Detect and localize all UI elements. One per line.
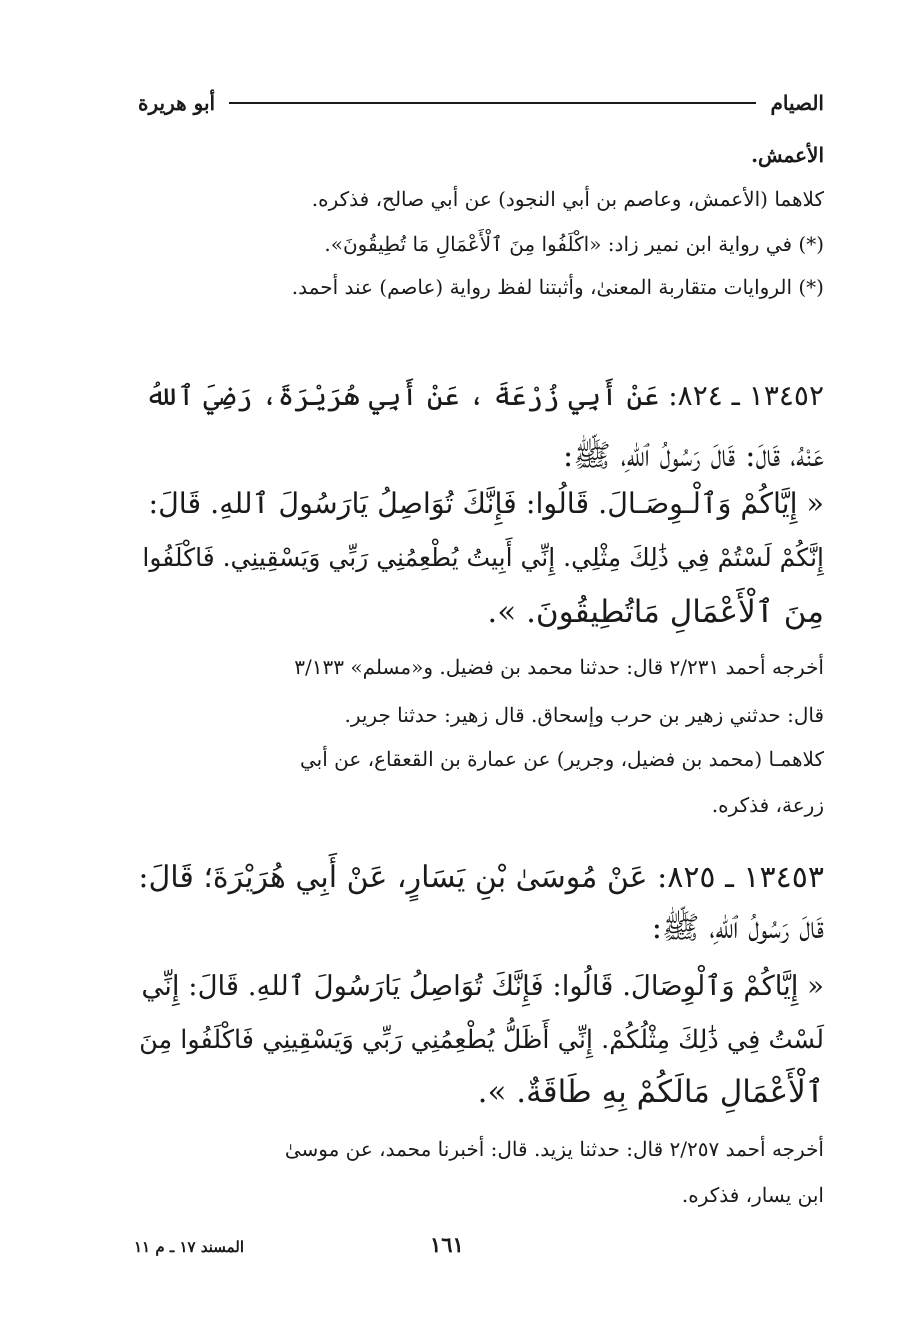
hadith-line: مِنَ ٱلْأَعْمَالِ مَاتُطِيقُونَ. ». — [487, 594, 824, 630]
note-line: (*) في رواية ابن نمير زاد: «اكْلَفُوا مِنَ ٱلْأَعْمَالِ مَا تُطِيقُونَ». — [324, 232, 824, 256]
note-line: الأعمش. — [751, 143, 824, 167]
source-line: أخرجه أحمد ٢/٢٥٧ قال: حدثنا يزيد. قال: أخبرنا محمد، عن موسىٰ — [284, 1137, 824, 1161]
page-number: ١٦١ — [430, 1232, 464, 1257]
header-chapter-title: الصيام — [770, 91, 824, 115]
source-line: زرعة، فذكره. — [711, 793, 824, 817]
source-line: أخرجه أحمد ٢/٢٣١ قال: حدثنا محمد بن فضيل. و«مسلم» ٣/١٣٣ — [294, 655, 824, 679]
hadith-line: « إِيَّاكُمْ وَٱلْـوِصَـالَ. قَالُوا: فَإِنَّكَ تُوَاصِلُ يَارَسُولَ ٱللهِ. قَالَ: — [148, 487, 824, 520]
source-line: ابن يسار، فذكره. — [681, 1183, 824, 1207]
hadith-line: عَنْهُ، قَالَ: قَالَ رَسُولُ ٱللهِ، ﷺ: — [562, 438, 824, 474]
hadith-line: لَسْتُ فِي ذَٰلِكَ مِثْلُكُمْ. إِنِّي أَظَلُّ يُطْعِمُنِي رَبِّي وَيَسْقِينِي فَاكْلَفُوا مِنَ — [139, 1025, 824, 1055]
hadith-line: ١٣٤٥٣ ـ ٨٢٥: عَنْ مُوسَىٰ بْنِ يَسَارٍ، عَنْ أَبِي هُرَيْرَةَ؛ قَالَ: — [138, 860, 824, 895]
hadith-line: ٱلْأَعْمَالِ مَالَكُمْ بِهِ طَاقَةٌ. ». — [477, 1074, 824, 1110]
hadith-line: قَالَ رَسُولُ ٱللهِ، ﷺ: — [651, 910, 824, 946]
header-narrator-title: أبو هريرة — [138, 91, 216, 115]
running-header — [138, 88, 824, 118]
source-line: كلاهمـا (محمد بن فضيل، وجرير) عن عمارة بن القعقاع، عن أبي — [299, 747, 824, 771]
source-line: قال: حدثني زهير بن حرب وإسحاق. قال زهير: حدثنا جرير. — [344, 703, 824, 727]
volume-signature: المسند ١٧ ـ م ١١ — [134, 1238, 245, 1256]
hadith-line: إِنَّكُمْ لَسْتُمْ فِي ذَٰلِكَ مِثْلِي. إِنِّي أَبِيتُ يُطْعِمُنِي رَبِّي وَيَسْقِينِي. فَاكْلَفُوا — [142, 543, 824, 572]
header-rule — [229, 102, 756, 104]
note-line: كلاهما (الأعمش، وعاصم بن أبي النجود) عن أبي صالح، فذكره. — [311, 187, 824, 211]
hadith-line: « إِيَّاكُمْ وَٱلْوِصَالَ. قَالُوا: فَإِنَّكَ تُوَاصِلُ يَارَسُولَ ٱللهِ. قَالَ: إِنِّي — [141, 970, 824, 1002]
hadith-line: ١٣٤٥٢ ـ ٨٢٤: عَنْ أَبِي زُرْعَةَ ، عَنْ أَبِي هُرَيْرَةَ، رَضِيَ ٱللهُ — [145, 379, 824, 412]
note-line: (*) الروايات متقاربة المعنىٰ، وأثبتنا لفظ رواية (عاصم) عند أحمد. — [291, 275, 824, 299]
